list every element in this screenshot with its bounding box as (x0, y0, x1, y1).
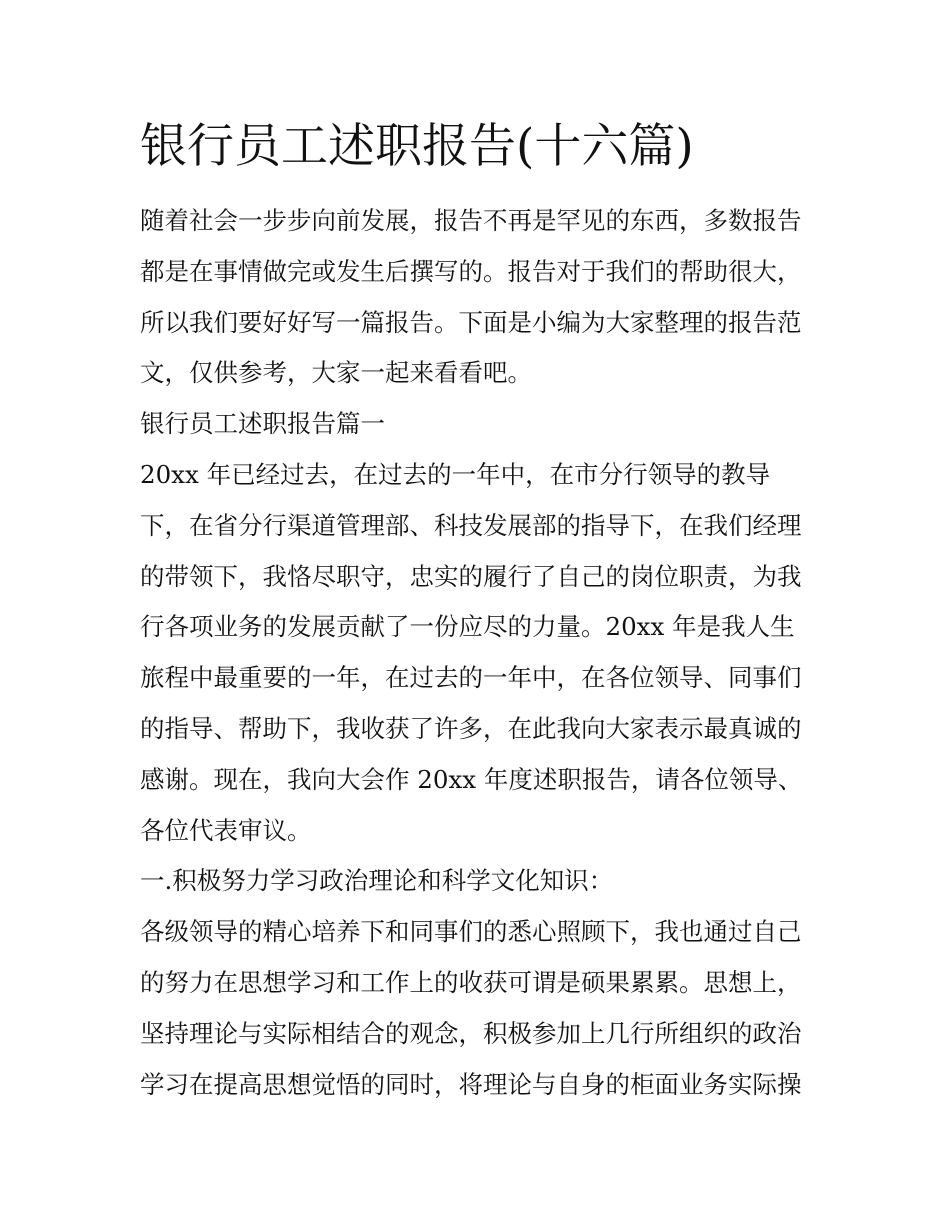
text-line: 所以我们要好好写一篇报告。下面是小编为大家整理的报告范 (140, 307, 802, 337)
document-body (140, 196, 812, 1110)
text-line: 行各项业务的发展贡献了一份应尽的力量。20xx 年是我人生 (140, 612, 795, 642)
text-line: 坚持理论与实际相结合的观念，积极参加上几行所组织的政治 (140, 1018, 802, 1048)
text-line: 20xx 年已经过去，在过去的一年中，在市分行领导的教导 (140, 459, 771, 489)
text-line: 的努力在思想学习和工作上的收获可谓是硕果累累。思想上， (140, 967, 802, 997)
text-line: 文，仅供参考，大家一起来看看吧。 (140, 358, 532, 388)
text-line: 旅程中最重要的一年，在过去的一年中，在各位领导、同事们 (140, 663, 802, 693)
text-line: 下，在省分行渠道管理部、科技发展部的指导下，在我们经理 (140, 510, 802, 540)
text-line: 学习在提高思想觉悟的同时，将理论与自身的柜面业务实际操 (140, 1069, 802, 1099)
text-line: 感谢。现在，我向大会作 20xx 年度述职报告，请各位领导、 (140, 764, 803, 794)
text-line: 的指导、帮助下，我收获了许多，在此我向大家表示最真诚的 (140, 713, 802, 743)
text-line: 都是在事情做完或发生后撰写的。报告对于我们的帮助很大， (140, 256, 802, 286)
document-title: 银行员工述职报告(十六篇) (140, 119, 694, 174)
text-line: 各级领导的精心培养下和同事们的悉心照顾下，我也通过自己 (140, 917, 802, 947)
text-line: 各位代表审议。 (140, 815, 312, 845)
text-line: 的带领下，我恪尽职守，忠实的履行了自己的岗位职责，为我 (140, 561, 802, 591)
section-heading: 银行员工述职报告篇一 (140, 409, 385, 439)
text-line: 随着社会一步步向前发展，报告不再是罕见的东西，多数报告 (140, 206, 802, 235)
subsection-heading: 一.积极努力学习政治理论和科学文化知识： (140, 866, 614, 896)
